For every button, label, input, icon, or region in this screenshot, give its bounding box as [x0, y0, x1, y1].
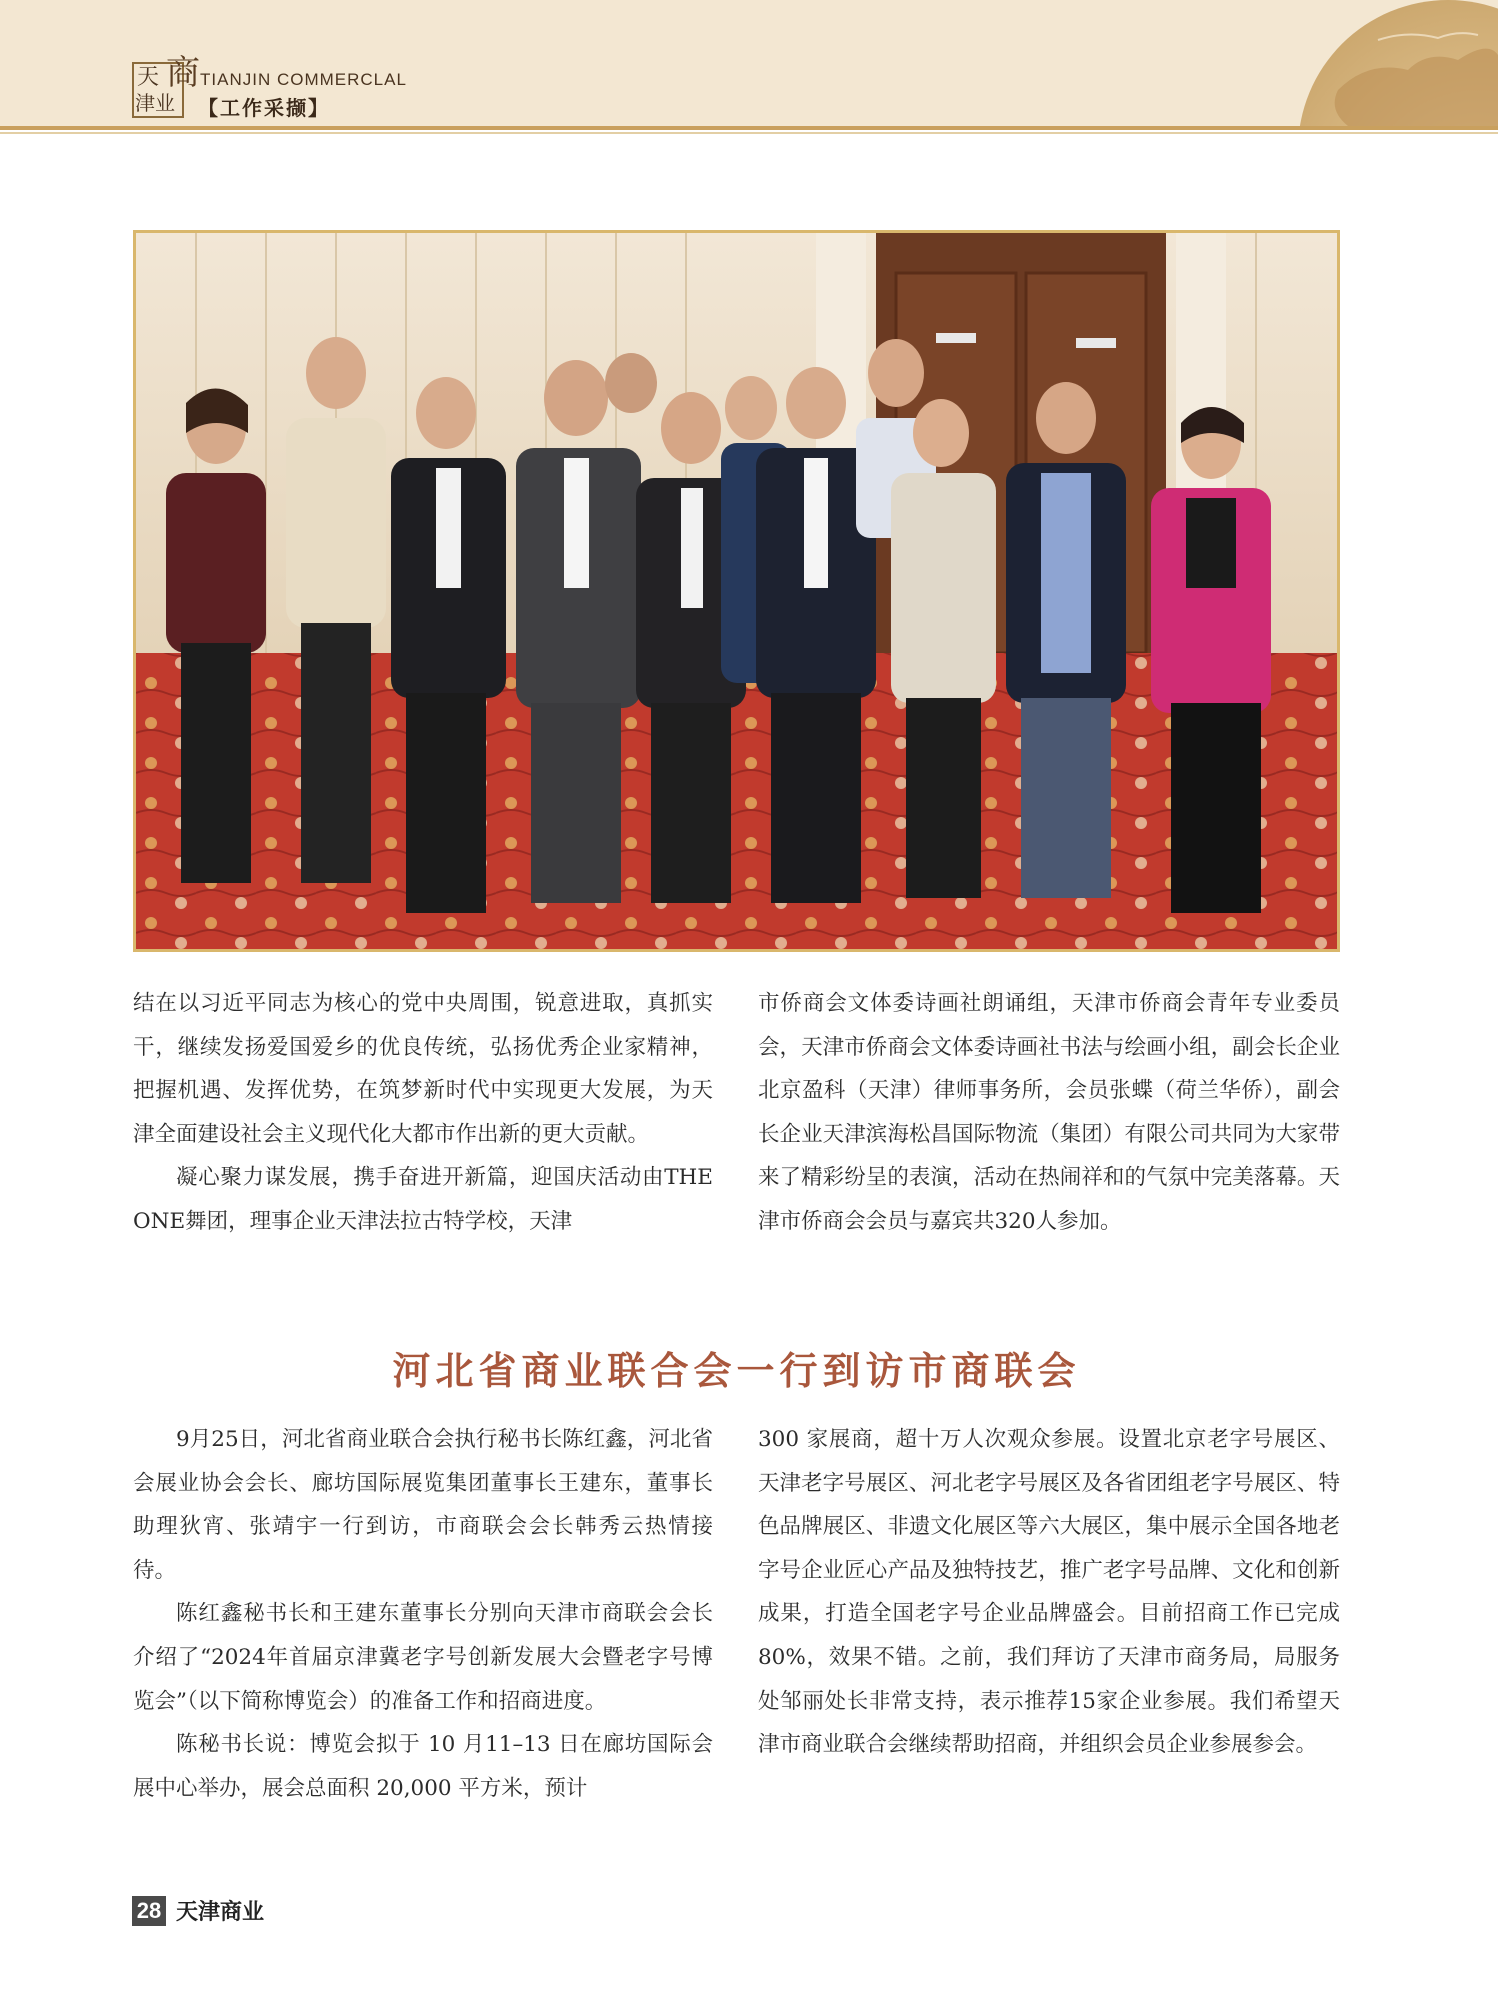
logo-char-bottom: 津业	[135, 91, 175, 115]
page-number: 28	[132, 1896, 166, 1926]
logo-char: 天	[137, 65, 160, 90]
magazine-name: 天津商业	[176, 1900, 265, 1925]
paragraph: 9月25日，河北省商业联合会执行秘书长陈红鑫，河北省会展业协会会长、廊坊国际展览集团董事长王建东，董事长助理狄宵、张靖宇一行到访，市商联会会长韩秀云热情接待。	[133, 1427, 713, 1583]
article2-right-column	[758, 1418, 1340, 1767]
section-tag: 【工作采撷】	[198, 96, 330, 120]
article2-title: 河北省商业联合会一行到访市商联会	[392, 1349, 1081, 1393]
paragraph: 陈秘书长说：博览会拟于 10 月11–13 日在廊坊国际会展中心举办，展会总面积 20,000 平方米，预计	[133, 1732, 713, 1801]
page-header	[0, 0, 1498, 126]
logo-char-large: 商	[166, 53, 200, 93]
paragraph: 陈红鑫秘书长和王建东董事长分别向天津市商联会会长介绍了“2024年首届京津冀老字号创新发展大会暨老字号博览会”（以下简称博览会）的准备工作和招商进度。	[133, 1601, 713, 1714]
header-divider-thin	[0, 132, 1498, 134]
paragraph: 凝心聚力谋发展，携手奋进开新篇，迎国庆活动由THE ONE舞团，理事企业天津法拉古特学校，天津	[133, 1165, 713, 1234]
article2-left-column	[133, 1418, 713, 1810]
globe-decoration-icon	[1258, 0, 1498, 126]
article1-right-column	[758, 982, 1340, 1244]
header-divider	[0, 126, 1498, 130]
group-photo	[133, 230, 1340, 952]
brand-name-en: TIANJIN COMMERCLAL	[200, 70, 407, 89]
article1-left-column	[133, 982, 713, 1244]
paragraph: 市侨商会文体委诗画社朗诵组，天津市侨商会青年专业委员会，天津市侨商会文体委诗画社书法与绘画小组，副会长企业北京盈科（天津）律师事务所，会员张蝶（荷兰华侨），副会长企业天津滨海松昌国际物流（集团）有限公司共同为大家带来了精彩纷呈的表演，活动在热闹祥和的气氛中完美落幕。天津市侨商会会员与嘉宾共320人参加。	[758, 991, 1340, 1234]
paragraph: 结在以习近平同志为核心的党中央周围，锐意进取，真抓实干，继续发扬爱国爱乡的优良传统，弘扬优秀企业家精神，把握机遇、发挥优势，在筑梦新时代中实现更大发展，为天津全面建设社会主义现代化大都市作出新的更大贡献。	[133, 991, 713, 1147]
paragraph: 300 家展商，超十万人次观众参展。设置北京老字号展区、天津老字号展区、河北老字号展区及各省团组老字号展区、特色品牌展区、非遗文化展区等六大展区，集中展示全国各地老字号企业匠心产品及独特技艺，推广老字号品牌、文化和创新成果，打造全国老字号企业品牌盛会。目前招商工作已完成80%，效果不错。之前，我们拜访了天津市商务局，局服务处邹丽处长非常支持，表示推荐15家企业参展。我们希望天津市商业联合会继续帮助招商，并组织会员企业参展参会。	[758, 1427, 1340, 1758]
